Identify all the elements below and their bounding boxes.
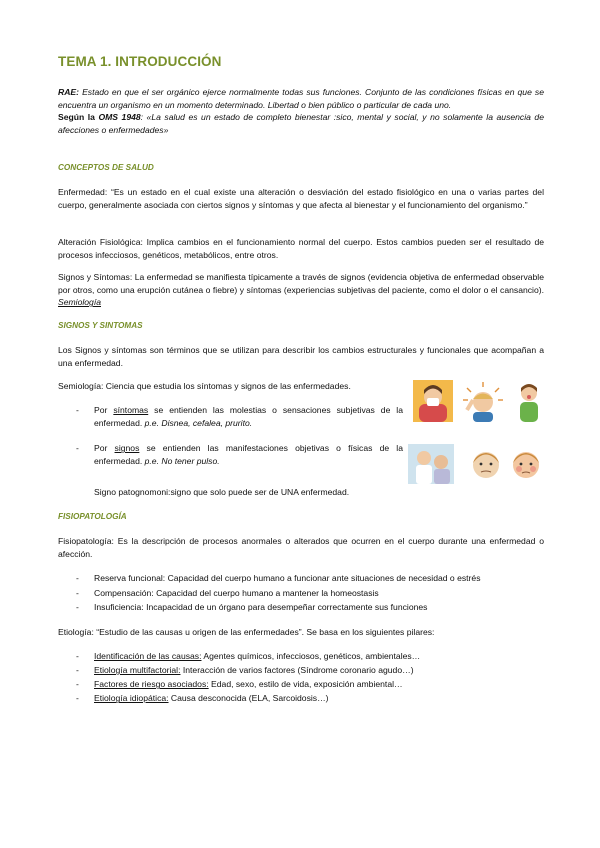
- sneezing-person-illustration: [413, 380, 453, 422]
- item1-underlined: síntomas: [113, 405, 149, 415]
- pilar-term: Identificación de las causas:: [94, 651, 202, 661]
- rae-definition: [58, 86, 544, 111]
- item2-text: se entienden las manifestaciones objetivas o físicas de la enfermedad.: [94, 443, 403, 466]
- item2-example: p.e. No tener pulso.: [144, 455, 220, 466]
- fisiopatologia-list: [58, 572, 544, 614]
- item1-text: se entienden las molestias o sensaciones subjetivas de la enfermedad.: [94, 405, 403, 428]
- pilar-term: Etiología idiopática:: [94, 693, 169, 704]
- item2-pre: Por: [94, 443, 115, 454]
- oms-label: OMS 1948: [98, 112, 141, 123]
- signos-list: [58, 404, 403, 467]
- fisiopatologia-paragraph: Fisiopatología: Es la descripción de procesos anormales o alterados que ocurren en el cuerpo durante una enfermedad o afección.: [58, 536, 544, 559]
- pilar-term: Etiología multifactorial:: [94, 665, 181, 676]
- rae-text: Estado en que el ser orgánico ejerce normalmente todas sus funciones. Conjunto de las condiciones físicas en que se encuentra un organismo en un momento determinado. Libertad o bien público o particular de cada uno.: [58, 87, 544, 110]
- semiologia-paragraph: Semiología: Ciencia que estudia los síntomas y signos de las enfermedades.: [58, 381, 351, 391]
- section-heading-fisiopatologia: FISIOPATOLOGÍA: [58, 512, 127, 521]
- page-title: TEMA 1. INTRODUCCIÓN: [58, 54, 222, 69]
- oms-prefix: Según la: [58, 112, 99, 123]
- list-item: [58, 692, 544, 705]
- headache-person-illustration: [461, 380, 505, 422]
- pilar-description: Agentes químicos, infecciosos, genéticos, ambientales…: [201, 651, 421, 661]
- patognomonico-paragraph: Signo patognomoni:signo que solo puede ser de UNA enfermedad.: [94, 487, 350, 497]
- list-item: [58, 664, 544, 677]
- signos-text: Signos y Síntomas: La enfermedad se manifiesta típicamente a través de signos (evidencia objetiva de enfermedad observable por otros, como una erupción cutánea o fiebre) y síntomas (experiencias subjetivas del paciente, como el dolor o el cansancio).: [58, 272, 544, 295]
- list-item-signos: [58, 442, 403, 467]
- list-item: - Insuficiencia: Incapacidad de un órgano para desempeñar correctamente sus funciones: [58, 601, 544, 614]
- flushed-face-illustration: [506, 444, 546, 484]
- list-item: [58, 678, 544, 691]
- pilar-term: Factores de riesgo asociados:: [94, 679, 209, 690]
- section-heading-conceptos: CONCEPTOS DE SALUD: [58, 163, 154, 172]
- item1-pre: Por: [94, 405, 114, 415]
- pale-face-illustration: [466, 444, 506, 484]
- item2-underlined: signos: [114, 443, 140, 454]
- pilar-description: Edad, sexo, estilo de vida, exposición ambiental…: [208, 679, 403, 690]
- pilar-description: Interacción de varios factores (Síndrome coronario agudo…): [180, 665, 414, 676]
- item1-example: p.e. Disnea, cefalea, prurito.: [144, 417, 253, 428]
- signos-paragraph: Los Signos y síntomas son términos que se utilizan para describir los cambios estructurales y funcionales que acompañan a una enfermedad.: [58, 345, 544, 368]
- doctor-exam-illustration: [408, 444, 454, 484]
- nauseous-person-illustration: [513, 380, 545, 422]
- oms-definition: [58, 111, 544, 136]
- enfermedad-paragraph: Enfermedad: “Es un estado en el cual existe una alteración o desviación del estado fisiológico en una o varias partes del cuerpo, generalmente asociada con ciertos signos y síntomas y que afecta al bienestar y el funcionamiento del organismo.”: [58, 187, 544, 210]
- oms-text: : «La salud es un estado de completo bienestar :sico, mental y social, y no solamente la ausencia de afecciones o enfermedades»: [58, 112, 544, 135]
- semiologia-link[interactable]: Semiología: [58, 297, 101, 308]
- list-item: [58, 650, 544, 663]
- intro-block: [58, 86, 544, 136]
- etiologia-list: [58, 650, 544, 705]
- rae-label: RAE:: [58, 87, 80, 97]
- etiologia-paragraph: Etiología: “Estudio de las causas u origen de las enfermedades”. Se basa en los siguientes pilares:: [58, 627, 435, 637]
- alteracion-paragraph: Alteración Fisiológica: Implica cambios en el funcionamiento normal del cuerpo. Estos cambios pueden ser el resultado de procesos infecciosos, genéticos, metabólicos, entre otros.: [58, 237, 544, 260]
- list-item: - Compensación: Capacidad del cuerpo humano a mantener la homeostasis: [58, 587, 544, 600]
- pilar-description: Causa desconocida (ELA, Sarcoidosis…): [168, 693, 329, 704]
- list-item: - Reserva funcional: Capacidad del cuerpo humano a funcionar ante situaciones de necesidad o estrés: [58, 572, 544, 585]
- list-item-sintomas: [58, 404, 403, 429]
- section-heading-signos: SIGNOS Y SINTOMAS: [58, 321, 143, 330]
- signos-sintomas-paragraph: [58, 271, 544, 309]
